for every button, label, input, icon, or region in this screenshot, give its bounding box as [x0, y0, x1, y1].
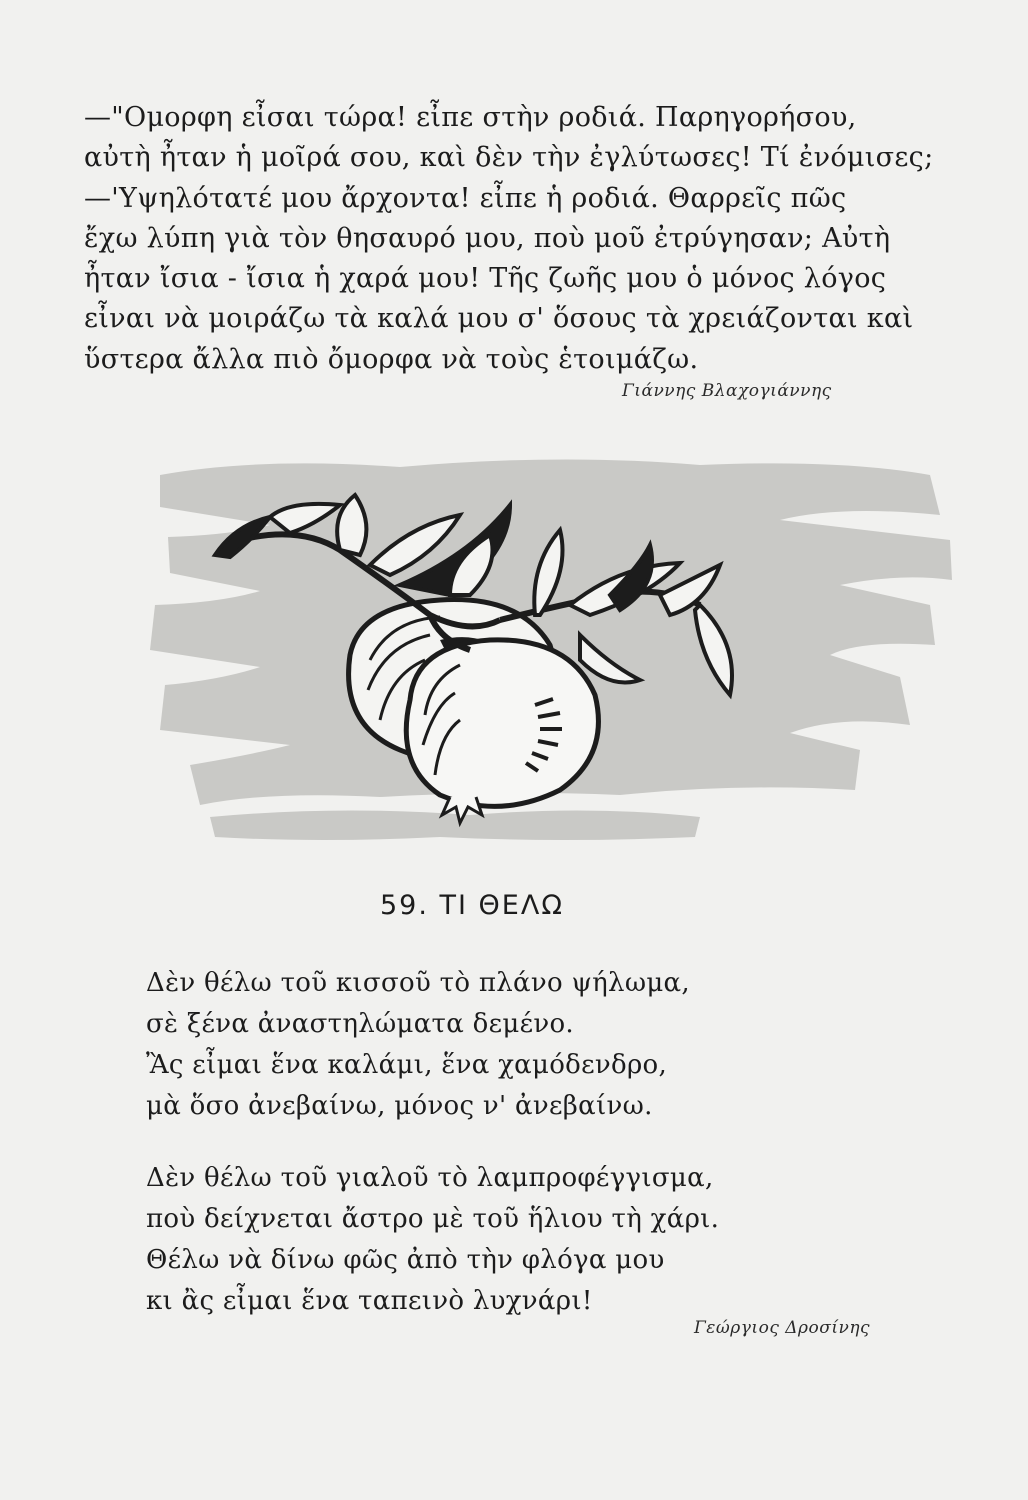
poem-line: σὲ ξένα ἀναστηλώματα δεμένο.	[146, 1009, 574, 1039]
prose-line: ὕστερα ἄλλα πιὸ ὄμορφα νὰ τοὺς ἑτοιμάζω.	[84, 343, 699, 375]
poem-line: Δὲν θέλω τοῦ γιαλοῦ τὸ λαμπροφέγγισμα,	[146, 1163, 714, 1193]
poem-line: ποὺ δείχνεται ἄστρο μὲ τοῦ ἥλιου τὴ χάρι.	[146, 1204, 720, 1234]
prose-line: ἦταν ἴσια - ἴσια ἡ χαρά μου! Τῆς ζωῆς μου ὁ μόνος λόγος	[84, 263, 887, 295]
poem-line: Δὲν θέλω τοῦ κισσοῦ τὸ πλάνο ψήλωμα,	[146, 968, 690, 998]
poem-title: 59. ΤΙ ΘΕΛΩ	[380, 890, 564, 921]
pomegranate-branch-icon	[140, 445, 960, 865]
poem-stanza-1	[146, 963, 866, 1127]
prose-line: —'Υψηλότατέ μου ἄρχοντα! εἶπε ἡ ροδιά. Θαρρεῖς πῶς	[84, 182, 847, 214]
poem-author: Γεώργιος Δροσίνης	[694, 1318, 871, 1338]
pomegranate-fruit-front	[406, 640, 598, 823]
prose-line: —"Ομορφη εἶσαι τώρα! εἶπε στὴν ροδιά. Παρηγορήσου,	[84, 102, 857, 133]
poem-line: Ἂς εἶμαι ἕνα καλάμι, ἕνα χαμόδενδρο,	[146, 1050, 668, 1080]
poem-stanza-2	[146, 1158, 866, 1322]
poem-line: Θέλω νὰ δίνω φῶς ἀπὸ τὴν φλόγα μου	[146, 1245, 665, 1275]
poem-line: κι ἂς εἶμαι ἕνα ταπεινὸ λυχνάρι!	[146, 1286, 593, 1316]
prose-line: εἶναι νὰ μοιράζω τὰ καλά μου σ' ὅσους τὰ χρειάζονται καὶ	[84, 303, 914, 335]
prose-author: Γιάννης Βλαχογιάννης	[622, 381, 832, 401]
prose-line: ἔχω λύπη γιὰ τὸν θησαυρό μου, ποὺ μοῦ ἐτρύγησαν; Αὐτὴ	[84, 222, 891, 254]
prose-line: αὐτὴ ἦταν ἡ μοῖρά σου, καὶ δὲν τὴν ἐγλύτωσες! Τί ἐνόμισες;	[84, 142, 934, 174]
prose-paragraph	[84, 98, 934, 380]
poem-line: μὰ ὅσο ἀνεβαίνω, μόνος ν' ἀνεβαίνω.	[146, 1091, 653, 1121]
